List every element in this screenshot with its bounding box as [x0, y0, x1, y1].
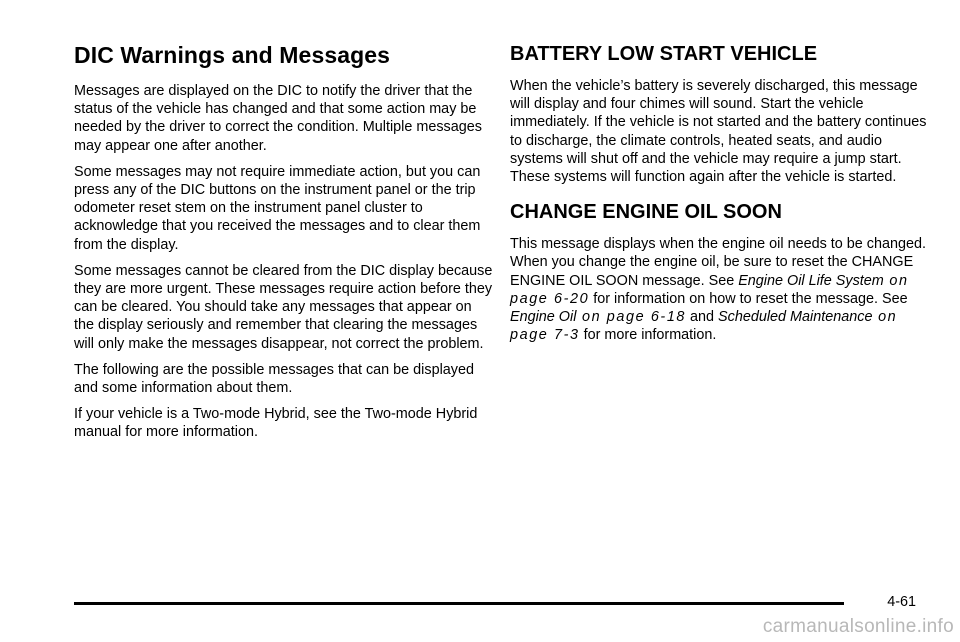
right-column [510, 40, 930, 352]
possible-messages-paragraph: The following are the possible messages that can be displayed and some information about them. [74, 361, 474, 397]
intro-paragraph: Messages are displayed on the DIC to notify the driver that the status of the vehicle has changed and that some action may be needed by the driver to correct the condition. Multiple messages may appear one after another. [74, 83, 482, 154]
battery-low-heading: BATTERY LOW START VEHICLE [510, 43, 818, 65]
left-column [74, 40, 494, 450]
battery-low-paragraph: When the vehicle’s battery is severely discharged, this message will display and four chimes will sound. Start the vehicle immediately. If the vehicle is not started and the battery continues to discharge, the climate controls, heated seats, and audio systems will shut off and the vehicle may require a jump start. These systems will function again after the vehicle is started. [510, 78, 927, 186]
watermark: carmanualsonline.info [762, 616, 954, 637]
footer-rule [74, 602, 844, 605]
oil-text-end: for more information. [579, 327, 717, 344]
oil-text-mid2: and [686, 309, 719, 326]
page-number: 4-61 [887, 594, 916, 610]
hybrid-paragraph: If your vehicle is a Two-mode Hybrid, see the Two-mode Hybrid manual for more information. [74, 406, 478, 441]
page-title: DIC Warnings and Messages [74, 42, 391, 68]
engine-oil-link[interactable]: Engine Oil on page 6‑18 [510, 309, 687, 326]
oil-text-mid1: for information on how to reset the message. See [589, 290, 908, 307]
oil-life-system-link[interactable]: Engine Oil Life System on page 6‑20 [510, 272, 909, 307]
scheduled-maintenance-link[interactable]: Scheduled Maintenance on page 7‑3 [510, 309, 898, 344]
urgent-messages-paragraph: Some messages cannot be cleared from the DIC display because they are more urgent. These messages require action before they can be cleared. You should take any messages that appear on the display seriously and remember that clearing the messages will only make the messages disappear, not correct the problem. [74, 262, 493, 352]
oil-text-start: This message displays when the engine oil needs to be changed. When you change the engine oil, be sure to reset the CHANGE ENGINE OIL SOON message. See [510, 236, 927, 289]
acknowledge-paragraph: Some messages may not require immediate action, but you can press any of the DIC buttons on the instrument panel or the trip odometer reset stem on the instrument panel cluster to acknowledge that you received the messages and to clear them from the display. [74, 163, 481, 253]
change-oil-heading: CHANGE ENGINE OIL SOON [510, 201, 782, 224]
change-oil-paragraph [510, 235, 930, 344]
